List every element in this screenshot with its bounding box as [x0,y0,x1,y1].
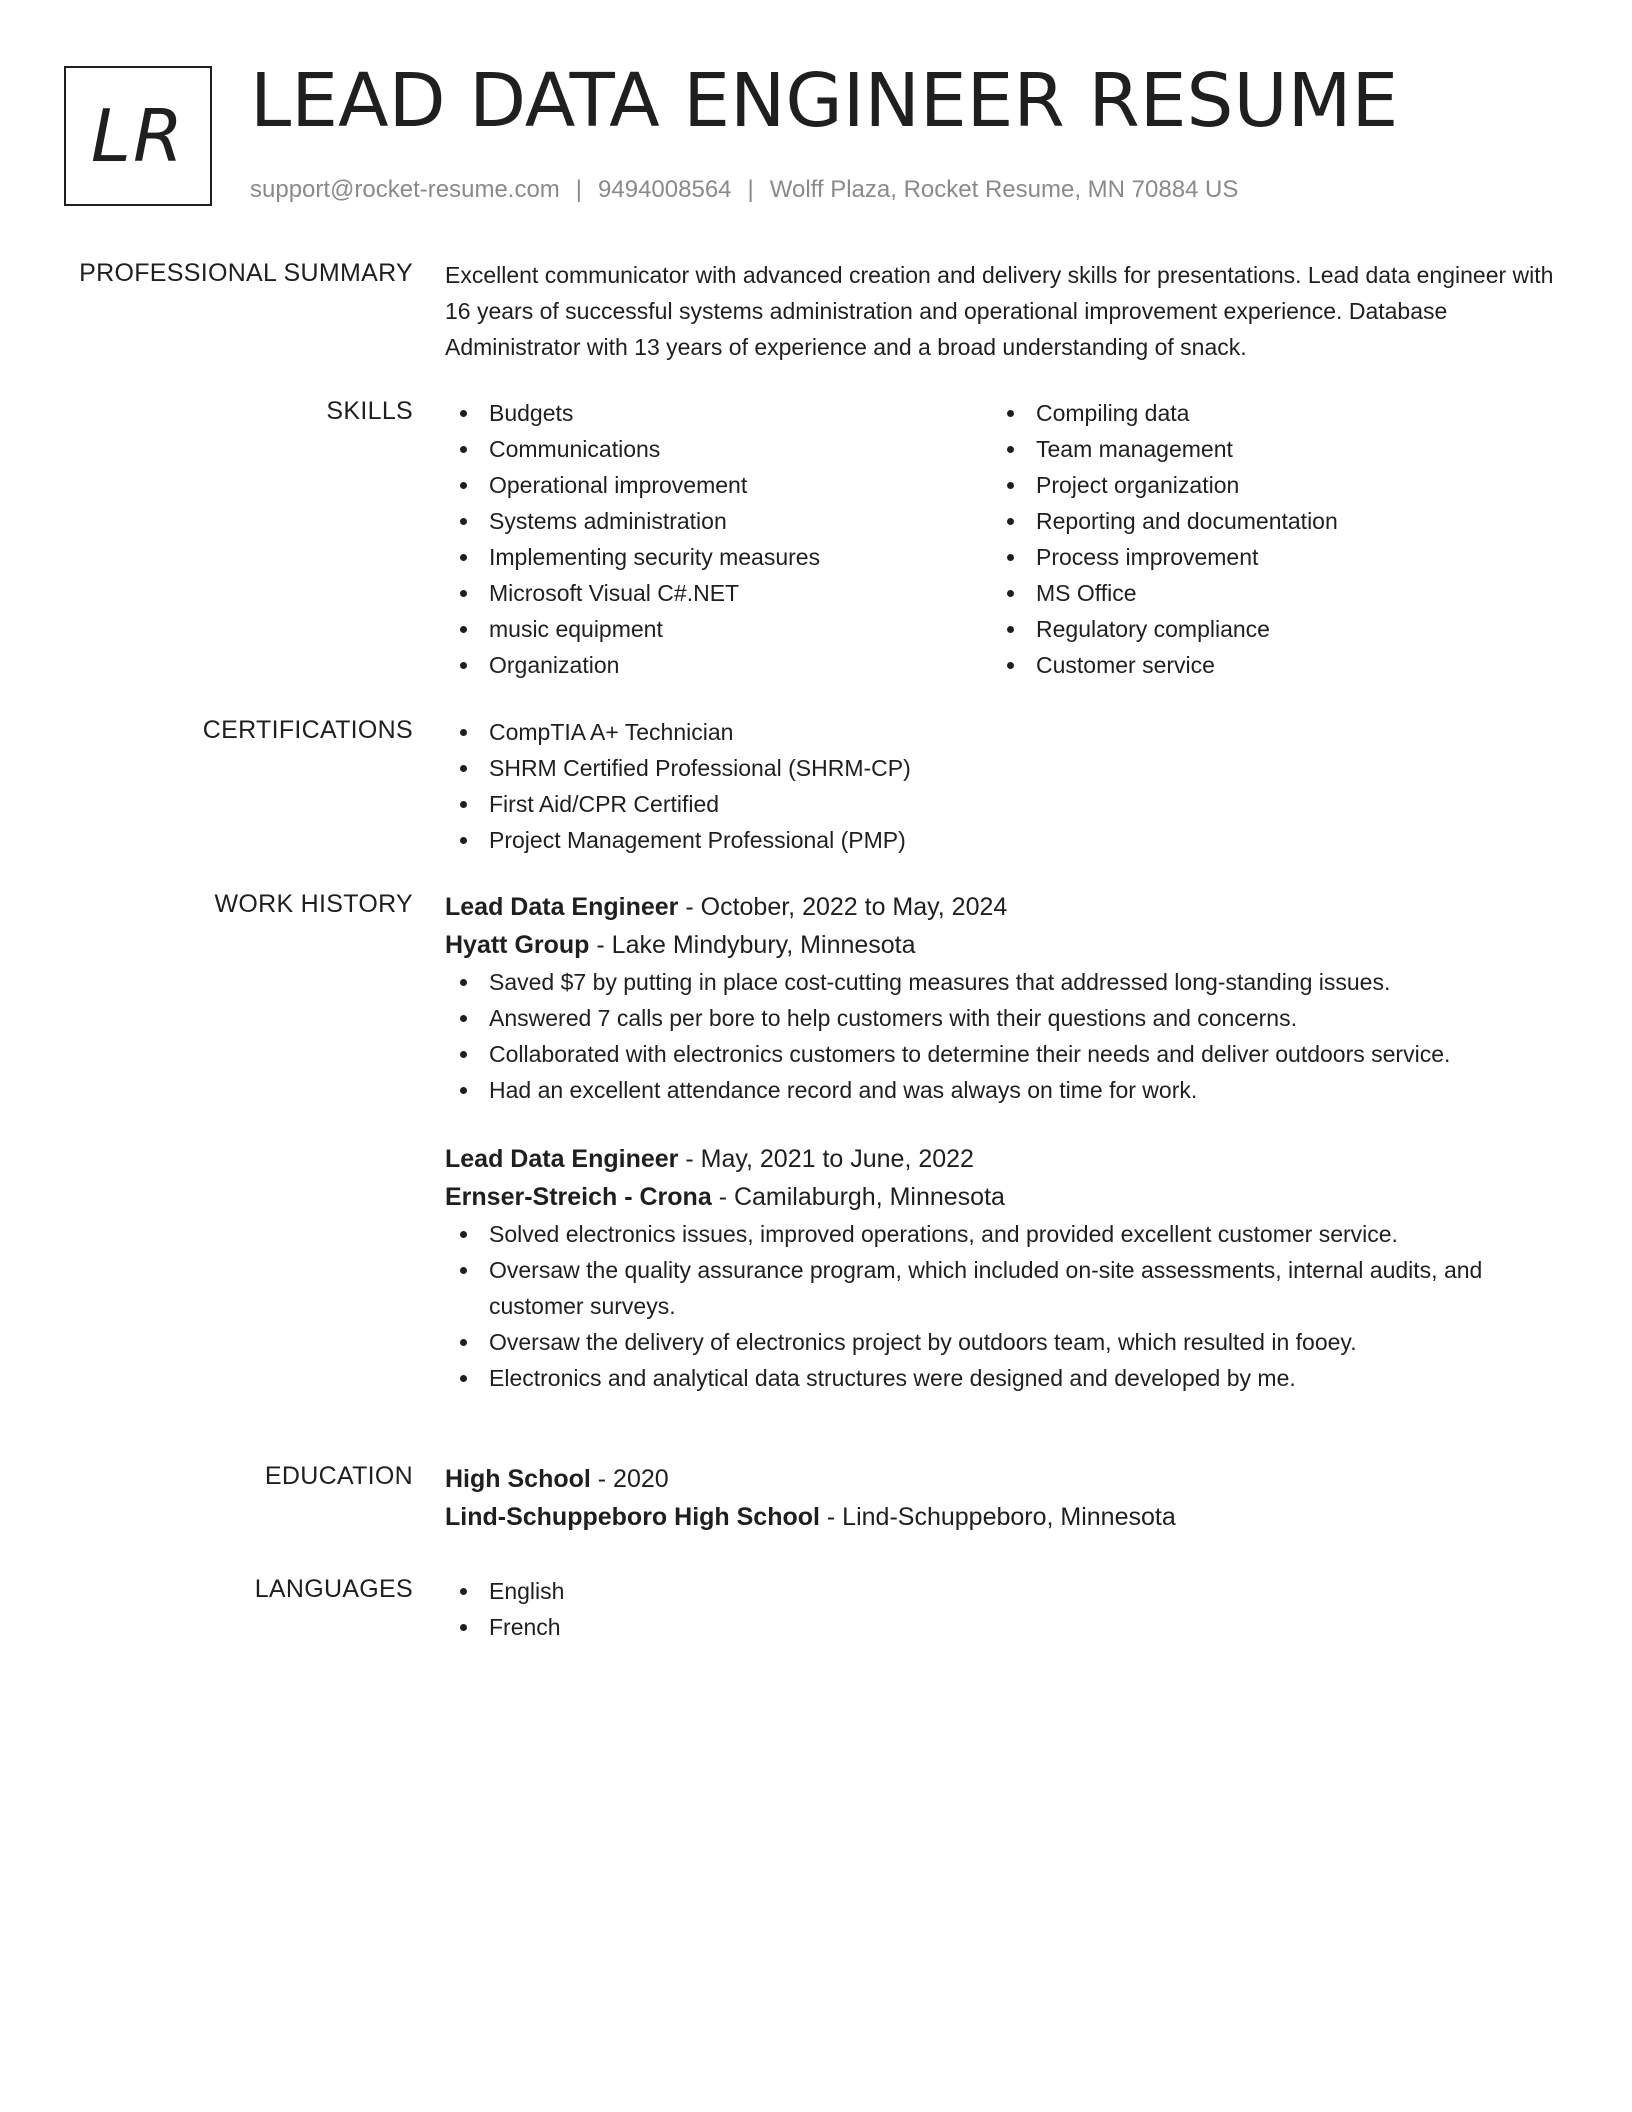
skill-item: Implementing security measures [445,539,992,575]
job-company-line [445,1178,1565,1216]
job-dates: - May, 2021 to June, 2022 [678,1145,974,1173]
contact-address: Wolff Plaza, Rocket Resume, MN 70884 US [769,176,1239,203]
section-label-languages: LANGUAGES [254,1575,413,1603]
skill-item: MS Office [992,575,1539,611]
job-entry [445,888,1565,1108]
job-bullets [445,1216,1565,1396]
monogram-initials: LR [90,94,186,178]
job-bullet: Answered 7 calls per bore to help customers with their questions and concerns. [445,1000,1565,1036]
skills-body [445,395,1565,683]
education-school: Lind-Schuppeboro High School [445,1503,820,1531]
certification-item: CompTIA A+ Technician [445,714,1565,750]
job-bullet: Oversaw the quality assurance program, which included on-site assessments, internal audits, and customer surveys. [445,1252,1565,1324]
education-school-line [445,1498,1565,1536]
work-history-body [445,888,1565,1396]
job-bullet: Saved $7 by putting in place cost-cutting measures that addressed long-standing issues. [445,964,1565,1000]
skill-item: Communications [445,431,992,467]
skill-item: Reporting and documentation [992,503,1539,539]
certification-item: First Aid/CPR Certified [445,786,1565,822]
section-label-work-history: WORK HISTORY [214,890,413,918]
languages-body [445,1573,1565,1645]
education-location: - Lind-Schuppeboro, Minnesota [819,1503,1176,1531]
skill-item: Microsoft Visual C#.NET [445,575,992,611]
skill-item: Regulatory compliance [992,611,1539,647]
certification-item: Project Management Professional (PMP) [445,822,1565,858]
section-label-education: EDUCATION [264,1462,413,1490]
skill-item: Operational improvement [445,467,992,503]
skill-item: Team management [992,431,1539,467]
job-location: - Camilaburgh, Minnesota [711,1183,1005,1211]
job-company: Hyatt Group [445,931,590,959]
language-item: English [445,1573,1565,1609]
education-body [445,1460,1565,1536]
job-bullet: Had an excellent attendance record and was always on time for work. [445,1072,1565,1108]
language-item: French [445,1609,1565,1645]
job-bullet: Oversaw the delivery of electronics project by outdoors team, which resulted in fooey. [445,1324,1565,1360]
monogram-logo [64,66,212,206]
skill-item: Organization [445,647,992,683]
job-title-line [445,888,1565,926]
skills-list-left [445,395,992,683]
languages-list [445,1573,1565,1645]
skill-item: Customer service [992,647,1539,683]
skill-item: Compiling data [992,395,1539,431]
job-entry [445,1140,1565,1396]
contact-separator: | [575,176,583,203]
job-company-line [445,926,1565,964]
education-year: - 2020 [590,1465,669,1493]
education-degree-line [445,1460,1565,1498]
job-bullets [445,964,1565,1108]
job-bullet: Collaborated with electronics customers to determine their needs and deliver outdoors service. [445,1036,1565,1072]
job-company: Ernser-Streich - Crona [445,1183,712,1211]
contact-phone: 9494008564 [598,176,732,203]
summary-body [445,257,1565,365]
contact-email: support@rocket-resume.com [250,176,560,203]
certifications-body [445,714,1565,858]
job-bullet: Electronics and analytical data structures were designed and developed by me. [445,1360,1565,1396]
job-bullet: Solved electronics issues, improved operations, and provided excellent customer service. [445,1216,1565,1252]
job-location: - Lake Mindybury, Minnesota [589,931,916,959]
skill-item: music equipment [445,611,992,647]
contact-line [250,174,1238,206]
job-dates: - October, 2022 to May, 2024 [678,893,1008,921]
section-label-skills: SKILLS [326,397,413,425]
skill-item: Budgets [445,395,992,431]
job-title: Lead Data Engineer [445,893,679,921]
job-title: Lead Data Engineer [445,1145,679,1173]
job-title-line [445,1140,1565,1178]
skill-item: Systems administration [445,503,992,539]
skill-item: Process improvement [992,539,1539,575]
section-label-summary: PROFESSIONAL SUMMARY [79,259,413,287]
skill-item: Project organization [992,467,1539,503]
summary-text: Excellent communicator with advanced creation and delivery skills for presentations. Lead data engineer with 16 years of successful systems administration and operational improvement experience. Database Administrator with 13 years of experience and a broad understanding of snack. [445,262,1554,360]
education-degree: High School [445,1465,591,1493]
certification-item: SHRM Certified Professional (SHRM-CP) [445,750,1565,786]
section-label-certifications: CERTIFICATIONS [202,716,413,744]
certifications-list [445,714,1565,858]
resume-title: LEAD DATA ENGINEER RESUME [250,58,1399,144]
skills-list-right [992,395,1539,683]
contact-separator: | [747,176,754,203]
